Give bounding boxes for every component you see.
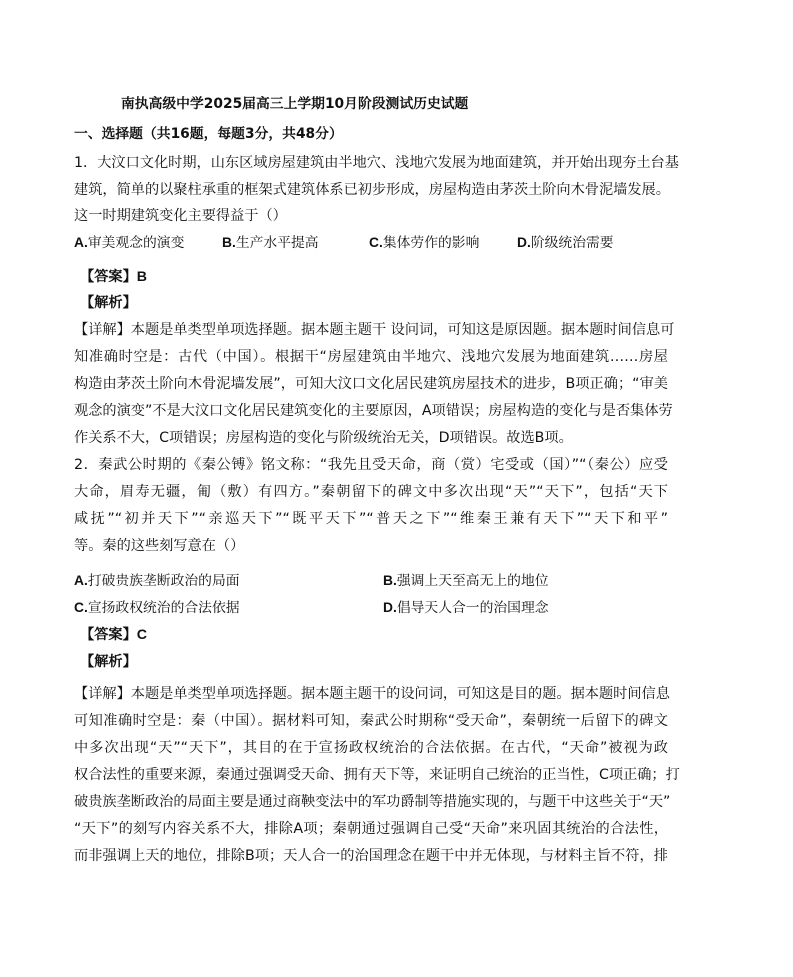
q1-stem-line-1: 1．大汶口文化时期，山东区域房屋建筑由半地穴、浅地穴发展为地面建筑，并开始出现夯土台基: [74, 155, 679, 171]
q2-option-b-text: 强调上天至高无上的地位: [396, 573, 549, 589]
q1-stem-line-2: 建筑，简单的以聚柱承重的框架式建筑体系已初步形成，房屋构造由茅茨土阶向木骨泥墙发展。: [74, 182, 670, 198]
q1-option-c-text: 集体劳作的影响: [382, 235, 480, 251]
q2-detail-line-2: 可知准确时空是：秦（中国）。据材料可知，秦武公时期称“受天命”，秦朝统一后留下的碑文: [74, 713, 668, 729]
q1-detail-line-4: 观念的演变”不是大汶口文化居民建筑变化的主要原因，A项错误；房屋构造的变化与是否集体劳: [74, 403, 673, 419]
q1-option-c-label: C.: [369, 235, 383, 250]
q1-option-b-text: 生产水平提高: [235, 235, 319, 251]
q2-detail-line-7: 而非强调上天的地位，排除B项；天人合一的治国理念在题干中并无体现，与材料主旨不符，排: [74, 848, 668, 864]
q2-option-d: [383, 598, 549, 618]
q1-detail-line-1: 【详解】本题是单类型单项选择题。据本题主题干 设问词，可知这是原因题。据本题时间信息可: [74, 322, 675, 338]
q2-answer-tag: 【答案】: [80, 627, 137, 643]
q2-option-d-label: D.: [383, 600, 397, 615]
q2-option-c-text: 宣扬政权统治的合法依据: [87, 600, 240, 616]
q2-option-b: [383, 571, 549, 591]
q2-detail-line-5: 破贵族垄断政治的局面主要是通过商鞅变法中的军功爵制等措施实现的，与题干中这些关于“天”: [74, 794, 671, 810]
q2-option-a-text: 打破贵族垄断政治的局面: [87, 573, 240, 589]
q1-option-b-label: B.: [222, 235, 236, 250]
q2-detail-line-6: “天下”的刻写内容关系不大，排除A项；秦朝通过强调自己受“天命”来巩固其统治的合法性，: [74, 821, 668, 837]
q2-answer: [80, 625, 147, 645]
q1-option-d: [517, 233, 614, 253]
q1-answer: [80, 267, 147, 287]
q2-option-a: [74, 571, 240, 591]
q2-analysis-tag: 【解析】: [80, 654, 137, 670]
q2-answer-value: C: [136, 627, 148, 643]
q2-detail-line-1: 【详解】本题是单类型单项选择题。据本题主题干的设问词，可知这是目的题。据本题时间信息: [74, 686, 670, 702]
q2-option-a-label: A.: [74, 573, 88, 588]
section-header: 一、选择题（共16题，每题3分，共48分）: [74, 126, 343, 142]
q1-option-b: [222, 233, 319, 253]
q1-detail-line-5: 作关系不大，C项错误；房屋构造的变化与阶级统治无关，D项错误。故选B项。: [74, 430, 573, 446]
q1-answer-value: B: [136, 269, 148, 285]
q1-analysis-tag: 【解析】: [80, 295, 137, 311]
q1-option-a-text: 审美观念的演变: [87, 235, 185, 251]
q1-option-c: [369, 233, 479, 253]
q2-stem-line-3: 咸抚”“初并天下”“亲巡天下”“既平天下”“普天之下”“维秦王兼有天下”“天下和平”: [74, 511, 668, 527]
q2-option-c: [74, 598, 240, 618]
q1-answer-tag: 【答案】: [80, 269, 137, 285]
q2-stem-line-4: 等。秦的这些刻写意在（）: [74, 538, 245, 554]
q1-stem-line-3: 这一时期建筑变化主要得益于（）: [74, 208, 287, 224]
q2-option-d-text: 倡导天人合一的治国理念: [396, 600, 549, 616]
q1-option-a-label: A.: [74, 235, 88, 250]
q1-option-a: [74, 233, 184, 253]
q2-stem-line-1: 2．秦武公时期的《秦公镈》铭文称：“我先且受天命，商（赏）宅受或（国）”“（秦公）应受: [74, 457, 668, 473]
q1-detail-line-2: 知准确时空是：古代（中国）。根据干“房屋建筑由半地穴、浅地穴发展为地面建筑……房屋: [74, 349, 668, 365]
q1-option-d-label: D.: [517, 235, 531, 250]
q2-option-b-label: B.: [383, 573, 397, 588]
document-title: 南执高级中学2025届高三上学期10月阶段测试历史试题: [121, 96, 469, 112]
q1-detail-line-3: 构造由茅茨土阶向木骨泥墙发展”，可知大汶口文化居民建筑房屋技术的进步，B项正确；“审美: [74, 376, 668, 392]
q2-detail-line-3: 中多次出现“天”“天下”，其目的在于宣扬政权统治的合法依据。在古代，“天命”被视为政: [74, 740, 668, 756]
q1-option-d-text: 阶级统治需要: [530, 235, 614, 251]
q2-option-c-label: C.: [74, 600, 88, 615]
q2-stem-line-2: 大命，眉寿无疆，匍（敷）有四方。”秦朝留下的碑文中多次出现“天”“天下”，包括“天下: [74, 484, 668, 500]
q2-detail-line-4: 权合法性的重要来源，秦通过强调受天命、拥有天下等，来证明自己统治的正当性，C项正确；打: [74, 767, 680, 783]
